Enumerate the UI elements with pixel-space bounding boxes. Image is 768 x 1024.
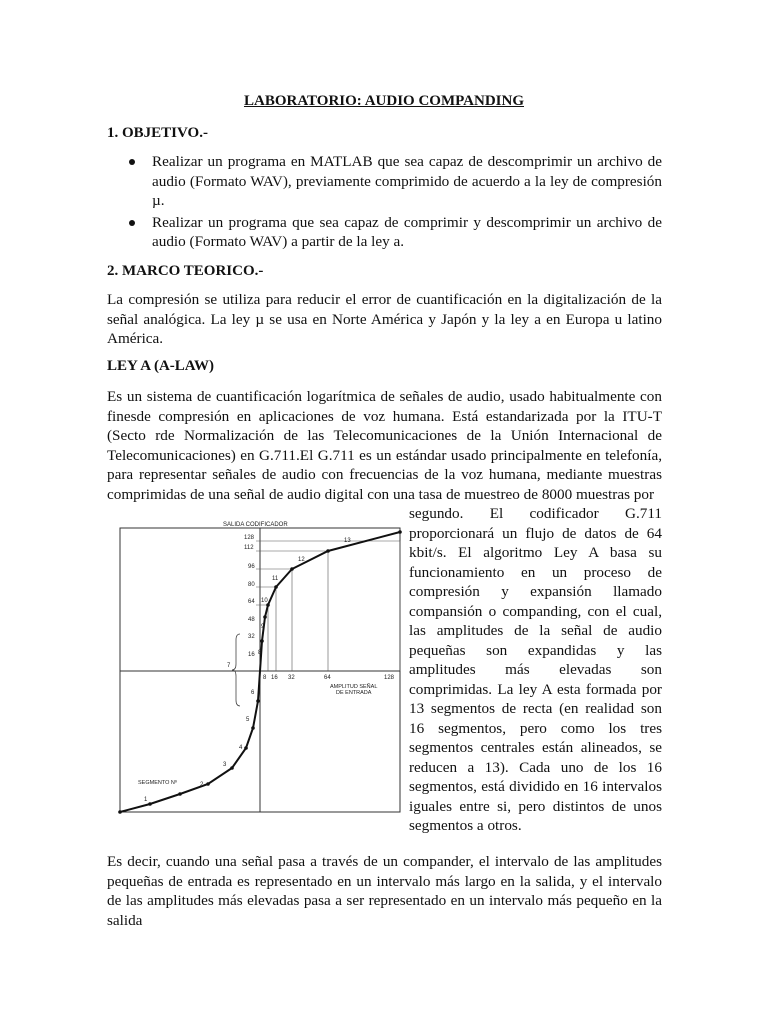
y-tick-label: 64 — [248, 599, 255, 605]
segment-number: 5 — [246, 717, 250, 723]
list-item — [107, 213, 662, 252]
ley-a-paragraph: Es un sistema de cuantificación logarítmica de señales de audio, usado habitualmente con finesde compresión en aplicaciones de voz humana. Está estandarizada por la ITU-T (Secto rde Normalización de las Telecomunicaciones de la Unión Internacional de Telecomunicaciones) en G.711.El G.711 es un estándar usado principalmente en telefonía, para representar señales de audio con frecuencias de la voz humana, mediante muestras comprimidas de una señal de audio digital con una tasa de muestreo de 8000 muestras por — [107, 388, 662, 503]
y-tick-label: 32 — [248, 634, 255, 640]
a-law-figure — [108, 516, 404, 818]
projection-lines — [256, 541, 400, 671]
x-tick-label: 64 — [324, 675, 331, 681]
segment-number: 3 — [223, 762, 227, 768]
a-law-curve-diagram — [108, 516, 404, 818]
list-item-text: Realizar un programa que sea capaz de comprimir y descomprimir un archivo de audio (Formato WAV) a partir de la ley a. — [152, 213, 662, 250]
section-heading-ley-a: LEY A (A-LAW) — [107, 358, 214, 374]
x-tick-label: 128 — [384, 675, 395, 681]
segment-label: SEGMENTO Nº — [138, 780, 177, 786]
x-tick-label: 8 — [263, 675, 267, 681]
segment-number: 9 — [261, 624, 265, 630]
y-axis-label: SALIDA CODIFICADOR — [223, 522, 288, 528]
marco-teorico-paragraph: La compresión se utiliza para reducir el error de cuantificación en la digitalización de la señal analógica. La ley µ se usa en Norte América y Japón y la ley a en Europa u latino América. — [107, 291, 662, 347]
segment-number: 6 — [251, 690, 255, 696]
segment-number: 8 — [258, 650, 262, 656]
segment-number: 10 — [261, 598, 268, 604]
y-tick-label: 48 — [248, 617, 255, 623]
x-axis-label: DE ENTRADA — [336, 690, 372, 696]
y-tick-label: 16 — [248, 652, 255, 658]
segment-number: 7 — [227, 663, 231, 669]
x-axis-label: AMPLITUD SEÑAL — [330, 684, 378, 690]
x-tick-label: 32 — [288, 675, 295, 681]
list-item — [107, 152, 662, 211]
y-tick-label: 128 — [244, 535, 255, 541]
ley-a-side-paragraph: segundo. El codificador G.711 proporcionará un flujo de datos de 64 kbit/s. El algoritmo Ley A basa su funcionamiento en un proceso de compresión y expansión llamado compansión o companding, con el cual, las amplitudes de la señal de audio pequeñas son expandidas y las amplitudes más elevadas son comprimidas. La ley A esta formada por 13 segmentos de recta (en realidad son 16 segmentos, pero como los tres segmentos centrales están alineados, se reducen a 13). Cada uno de los 16 segmentos, está dividido en 16 intervalos iguales entre si, pero distintos de unos segmentos a otros. — [409, 505, 662, 834]
y-tick-label: 80 — [248, 582, 255, 588]
closing-paragraph: Es decir, cuando una señal pasa a través de un compander, el intervalo de las amplitudes pequeñas de entrada es representado en un intervalo más largo en la salida, y el intervalo de las amplitudes más elevadas pasa a ser representado en un intervalo más pequeño en la salida — [107, 853, 662, 929]
y-tick-label: 96 — [248, 564, 255, 570]
y-tick-label: 112 — [244, 545, 254, 551]
bullet-icon — [129, 159, 135, 165]
segment-number: 13 — [344, 538, 351, 544]
objetivo-list — [107, 152, 662, 254]
list-item-text: Realizar un programa en MATLAB que sea capaz de descomprimir un archivo de audio (Formato WAV), previamente comprimido de acuerdo a la ley de compresión µ. — [152, 153, 662, 209]
segment-number: 11 — [272, 576, 279, 582]
segment-number: 1 — [144, 797, 148, 803]
segment-brace — [232, 634, 240, 706]
section-heading-marco-teorico: 2. MARCO TEORICO.- — [107, 263, 264, 279]
segment-number: 2 — [200, 782, 204, 788]
section-heading-objetivo: 1. OBJETIVO.- — [107, 125, 208, 141]
document-title: LABORATORIO: AUDIO COMPANDING — [243, 93, 524, 109]
x-tick-label: 16 — [271, 675, 278, 681]
segment-number: 12 — [298, 557, 305, 563]
bullet-icon — [129, 220, 135, 226]
segment-number: 4 — [239, 745, 243, 751]
